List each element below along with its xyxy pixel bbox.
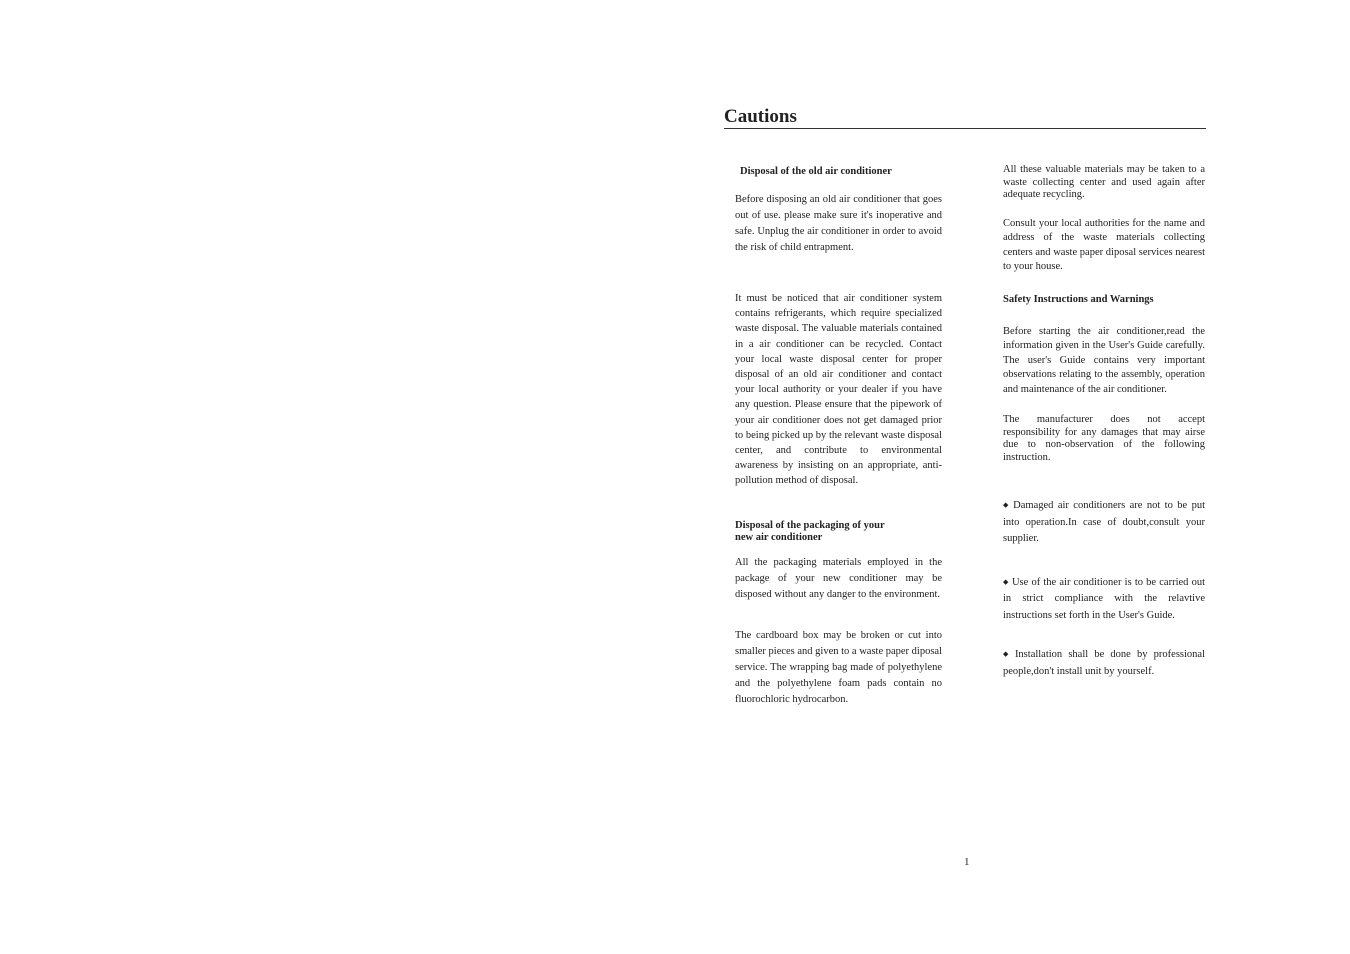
paragraph-refrigerants: It must be noticed that air conditioner system contains refrigerants, which require specialized waste disposal. The valuable materials contained in a air conditioner can be recycled. Contact your local waste disposal center for proper disposal of an old air conditioner and contact your local authority or your dealer if you have any question. Please ensure that the pipework of your air conditioner does not get damaged prior to being picked up by the relevant waste disposal center, and contribute to environmental awareness by insisting on an appropriate, anti-pollution method of disposal. bbox=[735, 293, 942, 487]
left-column bbox=[735, 166, 942, 708]
bullet-diamond-icon: ◆ bbox=[1003, 577, 1009, 586]
paragraph-valuable-materials: All these valuable materials may be taken to a waste collecting center and used again after adequate recycling. bbox=[1003, 164, 1205, 200]
paragraph-consult-authorities: Consult your local authorities for the name and address of the waste materials collecting centers and waste paper diposal services nearest to your house. bbox=[1003, 217, 1205, 272]
heading-packaging-line2: new air conditioner bbox=[735, 531, 823, 543]
paragraph-before-disposing: Before disposing an old air conditioner that goes out of use. please make sure it's inoperative and safe. Unplug the air conditioner in order to avoid the risk of child entrapment. bbox=[735, 194, 942, 253]
bullet-diamond-icon: ◆ bbox=[1003, 650, 1012, 658]
page-number: 1 bbox=[964, 856, 970, 868]
bullet-text: Installation shall be done by professional people,don't install unit by yourself. bbox=[1003, 649, 1205, 677]
title-underline bbox=[724, 128, 1206, 129]
paragraph-cardboard: The cardboard box may be broken or cut into smaller pieces and given to a waste paper diposal service. The wrapping bag made of polyethylene and the polyethylene foam pads contain no fluorochloric hydrocarbon. bbox=[735, 629, 943, 705]
right-column bbox=[1003, 164, 1205, 680]
bullet-item-installation bbox=[1003, 646, 1205, 680]
heading-packaging-line1: Disposal of the packaging of your bbox=[735, 519, 885, 531]
heading-safety: Safety Instructions and Warnings bbox=[1003, 293, 1154, 305]
bullet-text: Use of the air conditioner is to be carried out in strict compliance with the relavtive instructions set forth in the User's Guide. bbox=[1003, 576, 1206, 621]
heading-disposal-old: Disposal of the old air conditioner bbox=[740, 166, 892, 177]
bullet-text: Damaged air conditioners are not to be put into operation.In case of doubt,consult your supplier. bbox=[1003, 500, 1205, 544]
bullet-diamond-icon: ◆ bbox=[1003, 501, 1011, 509]
bullet-item-compliance bbox=[1003, 574, 1205, 625]
paragraph-packaging: All the packaging materials employed in the package of your new conditioner may be disposed without any danger to the environment. bbox=[735, 556, 942, 600]
heading-packaging bbox=[735, 520, 942, 544]
paragraph-manufacturer: The manufacturer does not accept responsibility for any damages that may airse due to non-observation of the following instruction. bbox=[1003, 414, 1205, 463]
paragraph-before-starting: Before starting the air conditioner,read the information given in the User's Guide carefully. The user's Guide contains very important observations relating to the assembly, operation and maintenance of the air conditioner. bbox=[1003, 325, 1205, 395]
bullet-item-damaged bbox=[1003, 497, 1205, 548]
page-title: Cautions bbox=[724, 106, 797, 127]
